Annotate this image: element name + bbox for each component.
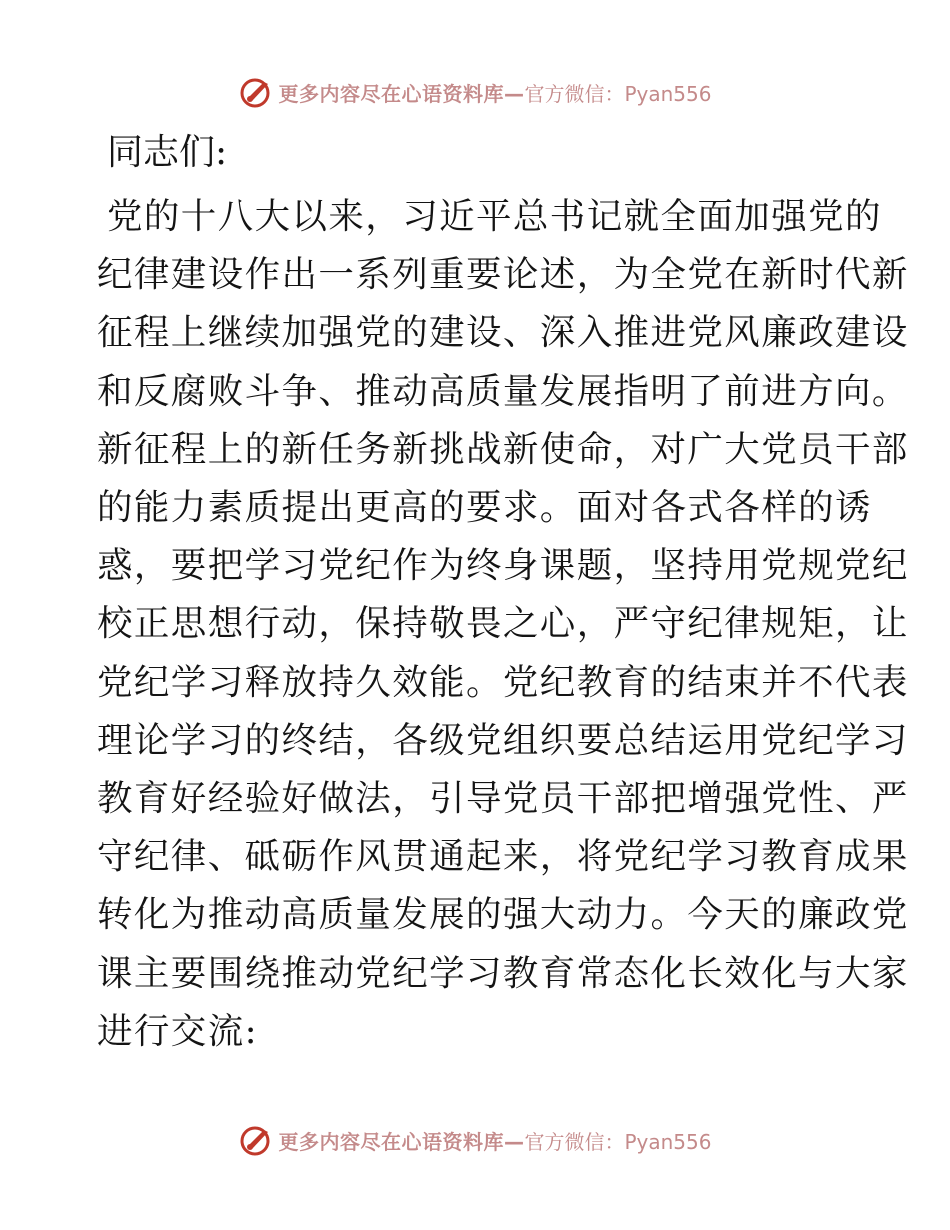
watermark-text: 更多内容尽在心语资料库— [278,1129,525,1154]
body-line: 惑，要把学习党纪作为终身课题，坚持用党规党纪 [97,545,909,587]
body-line: 教育好经验好做法，引导党员干部把增强党性、严 [97,778,909,820]
body-line: 课主要围绕推动党纪学习教育常态化长效化与大家 [97,952,909,994]
red-seal-pen-logo-icon [238,74,274,110]
body-line: 新征程上的新任务新挑战新使命，对广大党员干部 [97,428,909,470]
watermark-wechat: 官方微信：Pyan556 [524,81,712,106]
body-line: 党的十八大以来，习近平总书记就全面加强党的 [107,196,882,237]
body-line: 的能力素质提出更高的要求。面对各式各样的诱 [97,487,872,529]
body-line: 纪律建设作出一系列重要论述，为全党在新时代新 [97,254,909,296]
body-line: 进行交流: [97,1010,258,1052]
watermark-wechat: 官方微信：Pyan556 [524,1129,712,1154]
watermark-banner-top [0,70,950,114]
body-line: 校正思想行动，保持敬畏之心，严守纪律规矩，让 [97,603,909,645]
body-line: 征程上继续加强党的建设、深入推进党风廉政建设 [97,312,909,354]
salutation: 同志们: [107,132,228,173]
body-line: 理论学习的终结，各级党组织要总结运用党纪学习 [97,719,909,761]
watermark-banner-bottom [0,1118,950,1162]
red-seal-pen-logo-icon [238,1122,274,1158]
body-line: 守纪律、砥砺作风贯通起来，将党纪学习教育成果 [97,836,909,878]
body-line: 党纪学习释放持久效能。党纪教育的结束并不代表 [97,661,909,703]
watermark-text: 更多内容尽在心语资料库— [278,81,525,106]
body-line: 和反腐败斗争、推动高质量发展指明了前进方向。 [97,370,909,412]
body-line: 转化为推动高质量发展的强大动力。今天的廉政党 [97,894,909,936]
document-body [97,124,909,1061]
